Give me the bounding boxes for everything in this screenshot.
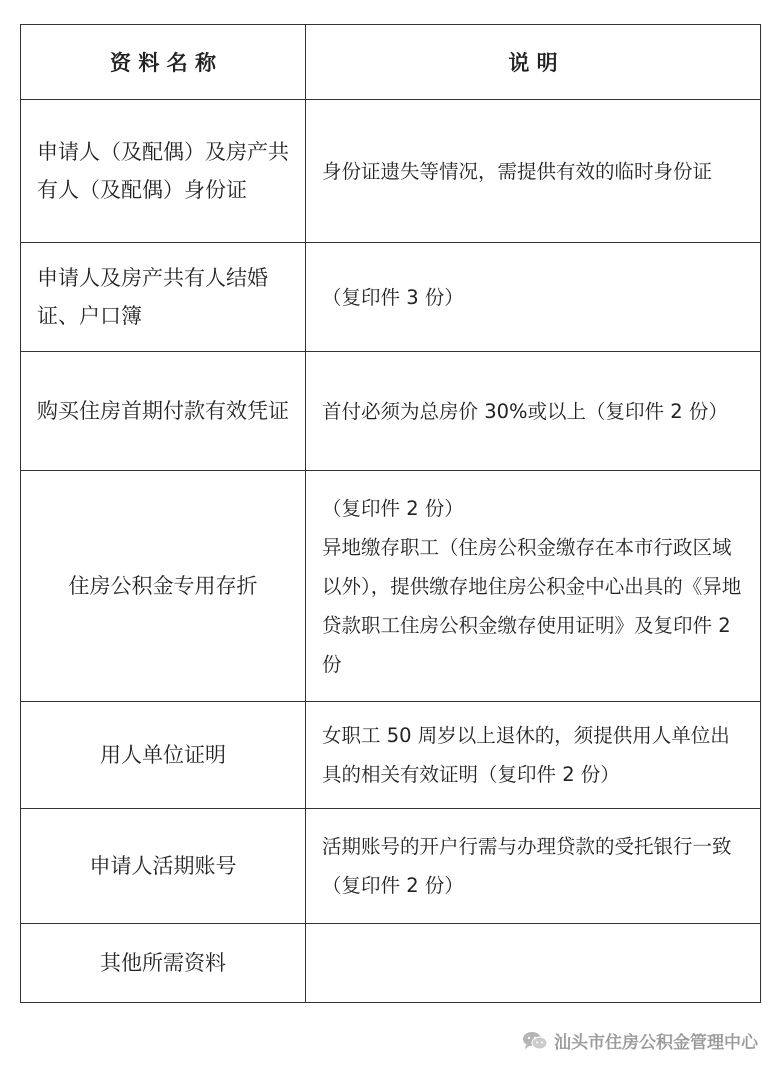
description-cell	[306, 352, 761, 471]
table-row	[21, 809, 761, 924]
description	[306, 716, 760, 794]
description-line: 异地缴存职工（住房公积金缴存在本市行政区域以外），提供缴存地住房公积金中心出具的《异地贷款职工住房公积金缴存使用证明》及复印件 2 份	[322, 535, 742, 676]
material-name-cell	[21, 243, 306, 352]
table-row	[21, 702, 761, 809]
description-line: 女职工 50 周岁以上退休的，须提供用人单位出具的相关有效证明（复印件 2 份）	[322, 724, 730, 786]
description	[306, 827, 760, 905]
material-name: 其他所需资料	[100, 951, 226, 975]
description-cell	[306, 243, 761, 352]
description-cell	[306, 471, 761, 702]
table-row	[21, 100, 761, 243]
watermark-text: 汕头市住房公积金管理中心	[554, 1033, 758, 1053]
description-line: （复印件 3 份）	[322, 285, 464, 309]
description	[306, 152, 760, 191]
table-row	[21, 924, 761, 1003]
table-row	[21, 352, 761, 471]
description-cell	[306, 809, 761, 924]
material-name-cell	[21, 100, 306, 243]
watermark	[522, 1028, 758, 1053]
description	[306, 392, 760, 431]
material-name: 住房公积金专用存折	[68, 574, 258, 598]
table-header-row	[21, 25, 761, 100]
description-line: （复印件 2 份）	[322, 496, 464, 520]
description-cell	[306, 702, 761, 809]
description-line: 活期账号的开户行需与办理贷款的受托银行一致（复印件 2 份）	[322, 835, 732, 897]
table-row	[21, 471, 761, 702]
header-description: 说 明	[306, 25, 761, 100]
description	[306, 278, 760, 317]
description-cell	[306, 100, 761, 243]
material-name-cell	[21, 924, 306, 1003]
material-name: 购买住房首期付款有效凭证	[37, 399, 289, 423]
material-name: 申请人（及配偶）及房产共有人（及配偶）身份证	[37, 140, 289, 202]
description-line: 首付必须为总房价 30%或以上（复印件 2 份）	[322, 399, 728, 423]
material-name: 用人单位证明	[100, 743, 226, 767]
header-material-name: 资 料 名 称	[21, 25, 306, 100]
material-name: 申请人活期账号	[89, 854, 237, 878]
table-row	[21, 243, 761, 352]
material-name-cell	[21, 702, 306, 809]
material-name-cell	[21, 352, 306, 471]
description-line: 身份证遗失等情况，需提供有效的临时身份证	[322, 159, 713, 183]
wechat-icon	[522, 1031, 548, 1051]
document-table	[20, 24, 761, 1003]
material-name-cell	[21, 809, 306, 924]
material-name: 申请人及房产共有人结婚证、户口簿	[37, 266, 268, 328]
description-cell	[306, 924, 761, 1003]
description	[306, 489, 760, 684]
material-name-cell	[21, 471, 306, 702]
